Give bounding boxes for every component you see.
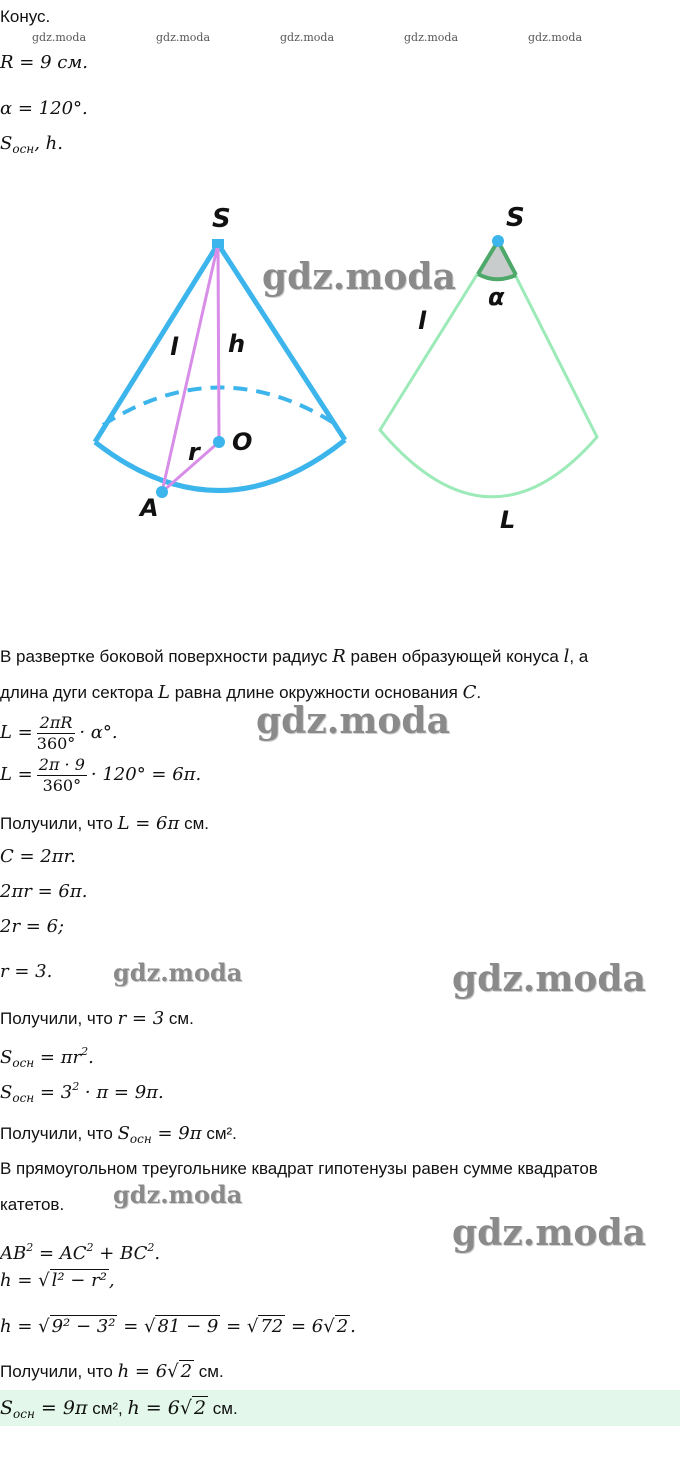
watermark-big: gdz.moda — [113, 1180, 243, 1209]
watermark-big: gdz.moda — [256, 700, 450, 742]
label-point-a: A — [140, 494, 159, 522]
text-paragraph: катетов. — [0, 1195, 65, 1214]
label-arc-l: L — [500, 506, 516, 534]
formula-height-value: h = √ 9² − 3² = √ 81 − 9 = √ 72 = 6√ 2 . — [0, 1316, 356, 1337]
formula-equation: 2πr = 6π. — [0, 881, 88, 902]
result-line: Получили, что $S_{осн} = 9\pi$ см². — [0, 1123, 237, 1146]
formula-base-area: $S_{осн} = \pi r^2$. — [0, 1045, 94, 1070]
watermark-small: gdz.moda — [156, 31, 211, 44]
formula-height: h = √ l² − r² , — [0, 1270, 115, 1291]
formula-radius: r = 3. — [0, 961, 53, 982]
formula-arc-length: L = $\frac{2\pi R}{360^\circ}$ · α°. — [0, 713, 118, 754]
text-paragraph: длина дуги сектора L равна длине окружности основания C. — [0, 682, 482, 703]
formula-base-area-value: $S_{осн} = 3^2 \cdot \pi = 9\pi$. — [0, 1080, 164, 1105]
watermark-big: gdz.moda — [452, 958, 646, 1000]
watermark-small: gdz.moda — [32, 31, 87, 44]
label-radius-r: r — [188, 438, 200, 466]
answer-line: $S_{осн} = 9\pi$ см², h = 6√ 2 см. — [0, 1397, 238, 1421]
given-angle: α = 120°. — [0, 98, 88, 119]
watermark-big: gdz.moda — [113, 958, 243, 987]
result-line: Получили, что h = 6√ 2 см. — [0, 1361, 224, 1382]
given-title: Конус. — [0, 7, 51, 26]
label-sector-l: l — [418, 307, 427, 335]
text-paragraph: В развертке боковой поверхности радиус R равен образующей конуса l, а — [0, 646, 589, 667]
formula-pythagoras: $AB^2 = AC^2 + BC^2$. — [0, 1241, 161, 1264]
label-sector-s: S — [506, 203, 525, 233]
watermark-small: gdz.moda — [280, 31, 335, 44]
label-height-h: h — [228, 330, 246, 358]
label-angle-alpha: α — [488, 283, 505, 311]
result-line: Получили, что r = 3 см. — [0, 1008, 194, 1029]
watermark-big: gdz.moda — [452, 1212, 646, 1254]
formula-arc-value: L = $\frac{2\pi \cdot 9}{360^\circ}$ · 120° = 6π. — [0, 755, 202, 796]
given-radius: R = 9 см. — [0, 52, 88, 73]
label-slant-l: l — [170, 333, 179, 361]
watermark-small: gdz.moda — [528, 31, 583, 44]
watermark-small: gdz.moda — [404, 31, 459, 44]
watermark-big: gdz.moda — [262, 256, 456, 298]
label-apex-s: S — [212, 204, 231, 234]
cone-figure — [0, 195, 680, 545]
formula-equation: 2r = 6; — [0, 916, 65, 937]
given-find: $S_{осн}$, h. — [0, 133, 63, 156]
label-center-o: O — [232, 428, 253, 456]
text-paragraph: В прямоугольном треугольнике квадрат гипотенузы равен сумме квадратов — [0, 1159, 598, 1178]
result-line: Получили, что L = 6π см. — [0, 813, 209, 834]
formula-circumference: C = 2πr. — [0, 846, 76, 867]
